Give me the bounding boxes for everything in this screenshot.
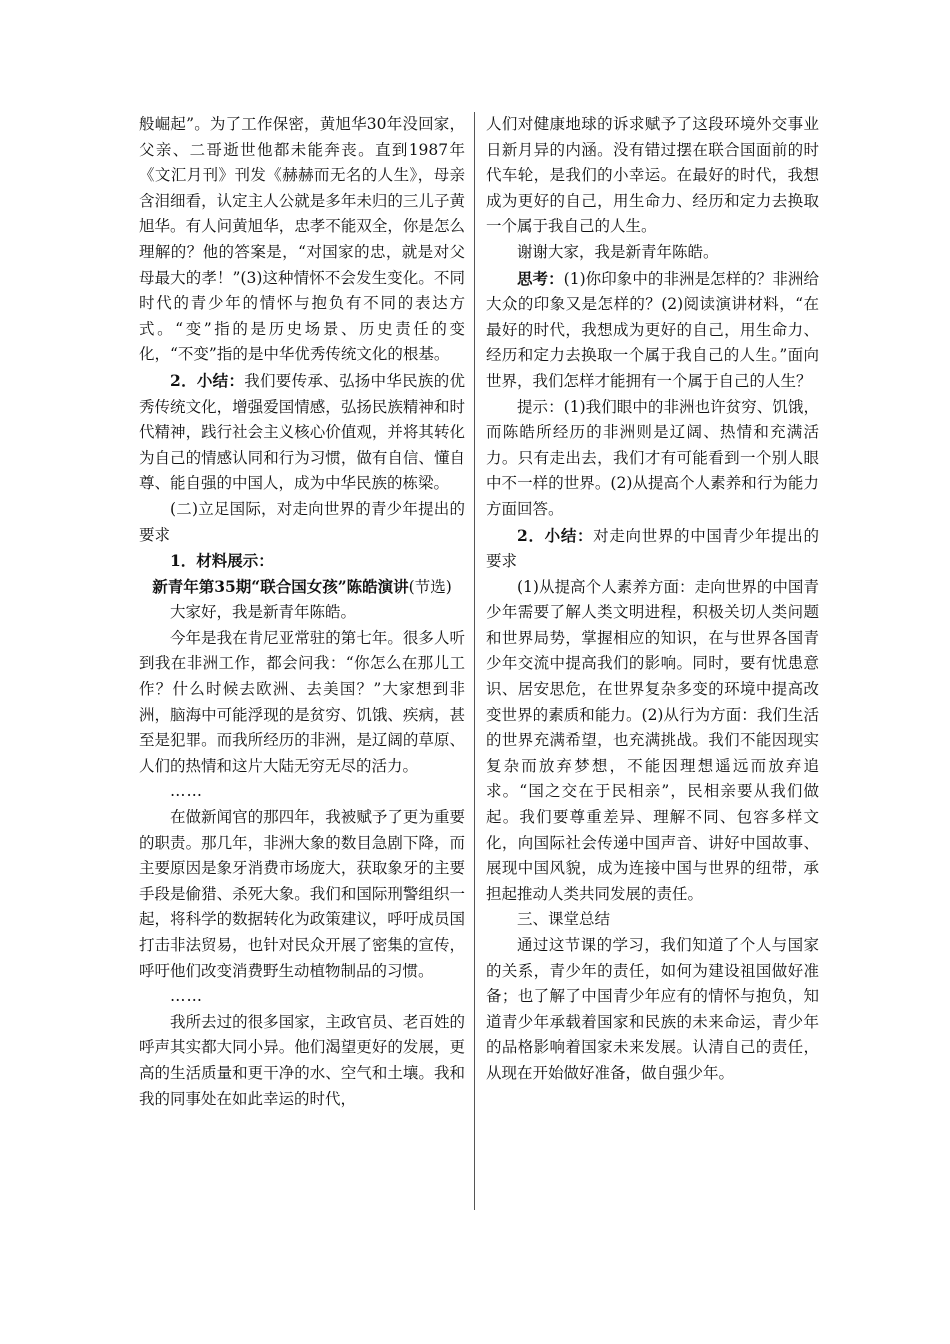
section-3-heading: 三、课堂总结 [517,910,611,929]
column-divider [474,112,475,1210]
hint-text: (1)我们眼中的非洲也许贫穷、饥饿，而陈皓所经历的非洲则是辽阔、热情和充满活力。只有走出去，我们才有可能看到一个别人眼中不一样的世界。(2)从提高个人素养和行为能力方面回答。 [486,397,819,518]
speech-greeting: 大家好，我是新青年陈皓。 [170,603,357,622]
speech-closing: 谢谢大家，我是新青年陈皓。 [517,242,719,261]
summary-2-label: 2．小结： [517,525,594,545]
speech-paragraph-kenya: 今年是我在肯尼亚常驻的第七年。很多人听到我在非洲工作，都会问我：“你怎么在那儿工作？什么时候去欧洲、去美国？”大家想到非洲，脑海中可能浮现的是贫穷、饥饿、疾病，甚至是犯罪。而我所经历的非洲，是辽阔的草原、人们的热情和这片大陆无穷无尽的活力。 [139,628,465,775]
speech-paragraph-elephants: 在做新闻官的那四年，我被赋予了更为重要的职责。那几年，非洲大象的数目急剧下降，而主要原因是象牙消费市场庞大，获取象牙的主要手段是偷猎、杀死大象。我们和国际刑警组织一起，将科学的数据转化为政策建议，呼吁成员国打击非法贸易，也针对民众开展了密集的宣传，呼吁他们改变消费野生动植物制品的习惯。 [139,808,465,980]
material-label: 1．材料展示： [170,551,274,571]
speech-title-main: 新青年第35期“联合国女孩”陈皓演讲 [152,576,409,596]
paragraph-huang-xuhua: 般崛起”。为了工作保密，黄旭华30年没回家，父亲、二哥逝世他都未能奔丧。直到1987年《文汇月刊》刊发《赫赫而无名的人生》，母亲含泪细看，认定主人公就是多年未归的三儿子黄旭华。有人问黄旭华，忠孝不能双全，你是怎么理解的？他的答案是，“对国家的忠，就是对父母最大的孝！”(3)这种情怀不会发生变化。不同时代的青少年的情怀与抱负有不同的表达方式。“变”指的是历史场景、历史责任的变化，“不变”指的是中华优秀传统文化的根基。 [139,115,465,364]
think-label: 思考： [517,268,564,288]
right-column [486,112,819,1087]
summary-2-text: 对走向世界的中国青少年提出的要求 [486,526,819,571]
section-2-heading: (二)立足国际，对走向世界的青少年提出的要求 [139,499,465,544]
summary-1-text: 我们要传承、弘扬中华民族的优秀传统文化，增强爱国情感，弘扬民族精神和时代精神，践行社会主义核心价值观，并将其转化为自己的情感认同和行为习惯，做有自信、懂自尊、能自强的中国人，成为中华民族的栋梁。 [139,371,465,493]
summary-1 [139,368,465,497]
hint-label: 提示： [517,397,564,416]
hint [486,395,819,523]
speech-paragraph-continued: 人们对健康地球的诉求赋予了这段环境外交事业日新月异的内涵。没有错过摆在联合国面前的时代车轮，是我们的小幸运。在最好的时代，我想成为更好的自己，用生命力、经历和定力去换取一个属于我自己的人生。 [486,115,819,236]
summary-1-label: 2．小结： [170,370,245,390]
speech-paragraph-countries: 我所去过的很多国家，主政官员、老百姓的呼声其实都大同小异。他们渴望更好的发展，更高的生活质量和更干净的水、空气和土壤。我和我的同事处在如此幸运的时代， [139,1012,465,1108]
summary-2 [486,523,819,575]
class-conclusion: 通过这节课的学习，我们知道了个人与国家的关系，青少年的责任，如何为建设祖国做好准备；也了解了中国青少年应有的情怀与抱负，知道青少年承载着国家和民族的未来命运，青少年的品格影响着国家未来发展。认清自己的责任，从现在开始做好准备，做自强少年。 [486,936,819,1082]
think-text: (1)你印象中的非洲是怎样的？非洲给大众的印象又是怎样的？(2)阅读演讲材料，“在最好的时代，我想成为更好的自己，用生命力、经历和定力去换取一个属于我自己的人生。”面向世界，我们怎样才能拥有一个属于自己的人生？ [486,269,819,390]
ellipsis: …… [170,782,203,801]
summary-2-detail: (1)从提高个人素养方面：走向世界的中国青少年需要了解人类文明进程，积极关切人类问题和世界局势，掌握相应的知识，在与世界各国青少年交流中提高我们的影响。同时，要有忧患意识、居安思危，在世界复杂多变的环境中提高改变世界的素质和能力。(2)从行为方面：我们生活的世界充满希望，也充满挑战。我们不能因现实复杂而放弃梦想，不能因理想遥远而放弃追求。“国之交在于民相亲”，民相亲要从我们做起。我们要尊重差异、理解不同、包容多样文化，向国际社会传递中国声音、讲好中国故事、展现中国风貌，成为连接中国与世界的纽带，承担起推动人类共同发展的责任。 [486,577,819,903]
ellipsis: …… [170,987,203,1006]
think-question [486,266,819,395]
speech-title [139,574,465,601]
left-column [139,112,465,1112]
speech-title-note: (节选) [408,577,452,596]
